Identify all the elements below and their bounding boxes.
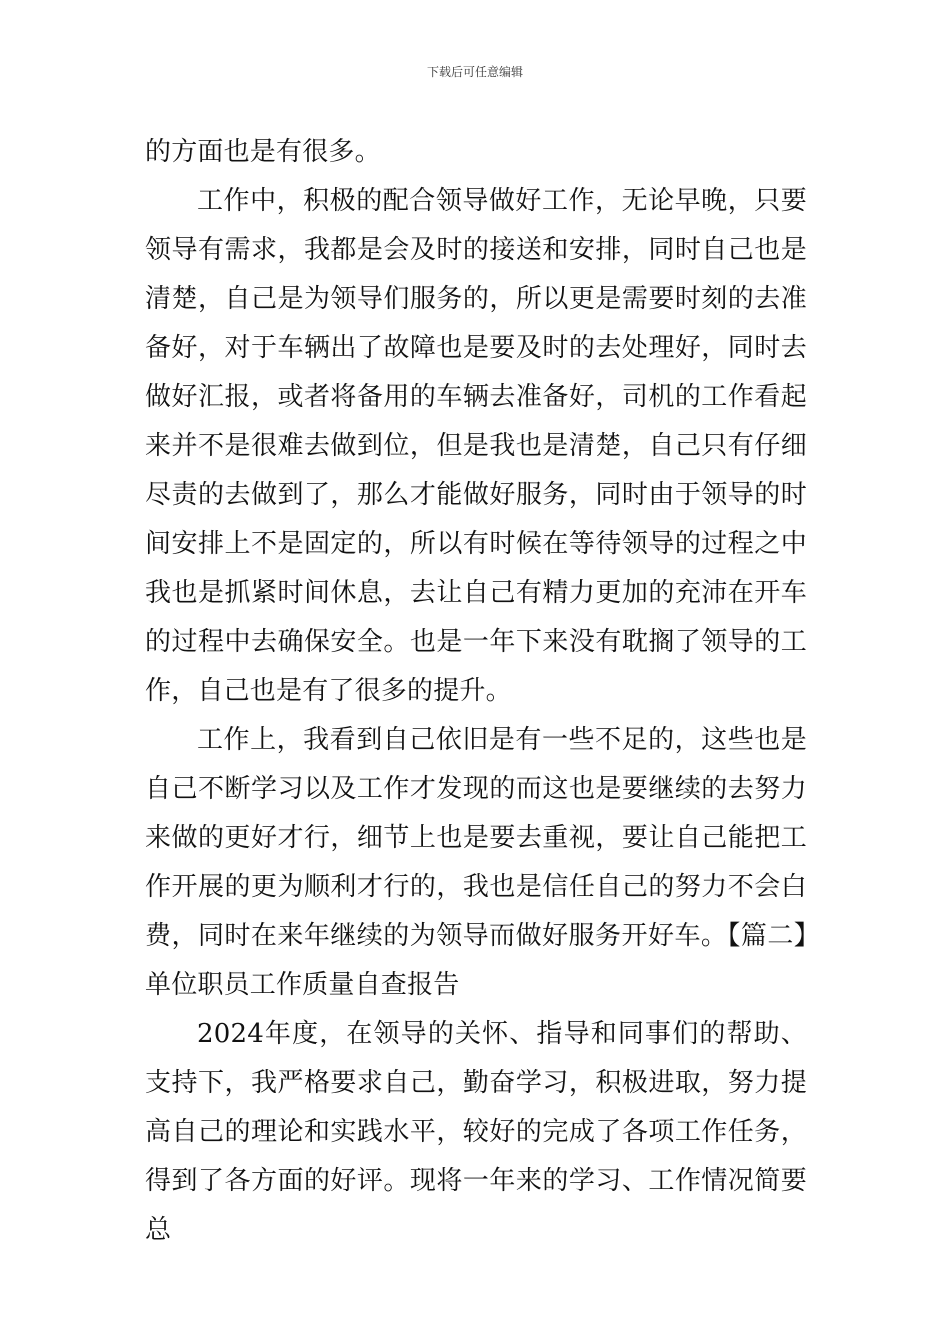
page-header: 下载后可任意编辑 <box>426 65 523 79</box>
document-body <box>145 128 807 1255</box>
paragraph-2: 工作中，积极的配合领导做好工作，无论早晚，只要领导有需求，我都是会及时的接送和安排，同时自己也是清楚，自己是为领导们服务的，所以更是需要时刻的去准备好，对于车辆出了故障也是要及时的去处理好，同时去做好汇报，或者将备用的车辆去准备好，司机的工作看起来并不是很难去做到位，但是我也是清楚，自己只有仔细尽责的去做到了，那么才能做好服务，同时由于领导的时间安排上不是固定的，所以有时候在等待领导的过程之中我也是抓紧时间休息，去让自己有精力更加的充沛在开车的过程中去确保安全。也是一年下来没有耽搁了领导的工作，自己也是有了很多的提升。 <box>145 186 807 706</box>
paragraph-1: 的方面也是有很多。 <box>145 137 381 167</box>
paragraph-4: 2024年度，在领导的关怀、指导和同事们的帮助、支持下，我严格要求自己，勤奋学习，积极进取，努力提高自己的理论和实践水平，较好的完成了各项工作任务，得到了各方面的好评。现将一年来的学习、工作情况简要总 <box>145 1019 807 1245</box>
paragraph-3: 工作上，我看到自己依旧是有一些不足的，这些也是自己不断学习以及工作才发现的而这也是要继续的去努力来做的更好才行，细节上也是要去重视，要让自己能把工作开展的更为顺利才行的，我也是信任自己的努力不会白费，同时在来年继续的为领导而做好服务开好车。【篇二】单位职员工作质量自查报告 <box>145 725 807 1000</box>
